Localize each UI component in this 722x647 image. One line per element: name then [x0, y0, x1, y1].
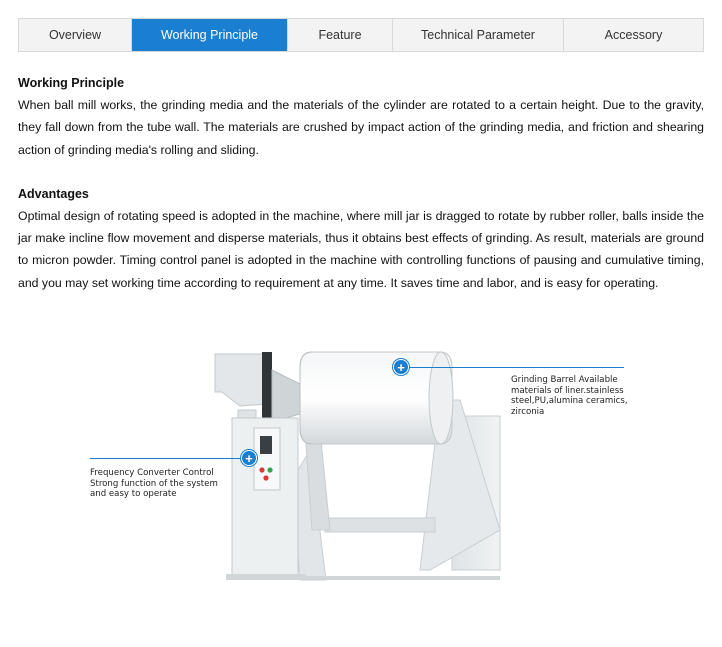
tab-accessory[interactable]: Accessory — [564, 19, 703, 51]
converter-hotspot-plus-icon[interactable]: + — [241, 450, 257, 466]
working-principle-text: When ball mill works, the grinding media and the materials of the cylinder are rotated to a certain height. Due to the gravity, they fall down from the tube wall. The materials are crushed by impact action of the grinding media, and friction and shearing action of grinding media's rolling and sliding. — [18, 98, 704, 157]
converter-callout-line — [90, 458, 250, 459]
barrel-callout-line — [404, 367, 624, 368]
working-principle-title: Working Principle — [18, 76, 125, 90]
ball-mill-figure — [0, 330, 722, 590]
tab-working-principle[interactable]: Working Principle — [132, 19, 288, 51]
tab-overview[interactable]: Overview — [19, 19, 132, 51]
tab-content — [18, 72, 704, 294]
barrel-callout-text: Grinding Barrel Available materials of liner.stainless steel,PU,alumina ceramics, zirconia — [511, 375, 628, 417]
barrel-hotspot-plus-icon[interactable]: + — [393, 359, 409, 375]
converter-callout-text: Frequency Converter Control Strong function of the system and easy to operate — [90, 468, 218, 499]
ball-mill-machine-illustration — [0, 330, 722, 590]
advantages-title: Advantages — [18, 186, 89, 201]
tab-bar — [18, 18, 704, 52]
advantages-text: Optimal design of rotating speed is adopted in the machine, where mill jar is dragged to rotate by rubber roller, balls inside the jar make incline flow movement and disperse materials, thus it obtains best effects of grinding. As result, materials are ground to micron powder. Timing control panel is adopted in the machine with controlling functions of pausing and cumulative timing, and you may set working time according to requirement at any time. It saves time and labor, and is easy for operating. — [18, 208, 704, 290]
tab-feature[interactable]: Feature — [288, 19, 393, 51]
tab-technical-parameter[interactable]: Technical Parameter — [393, 19, 564, 51]
